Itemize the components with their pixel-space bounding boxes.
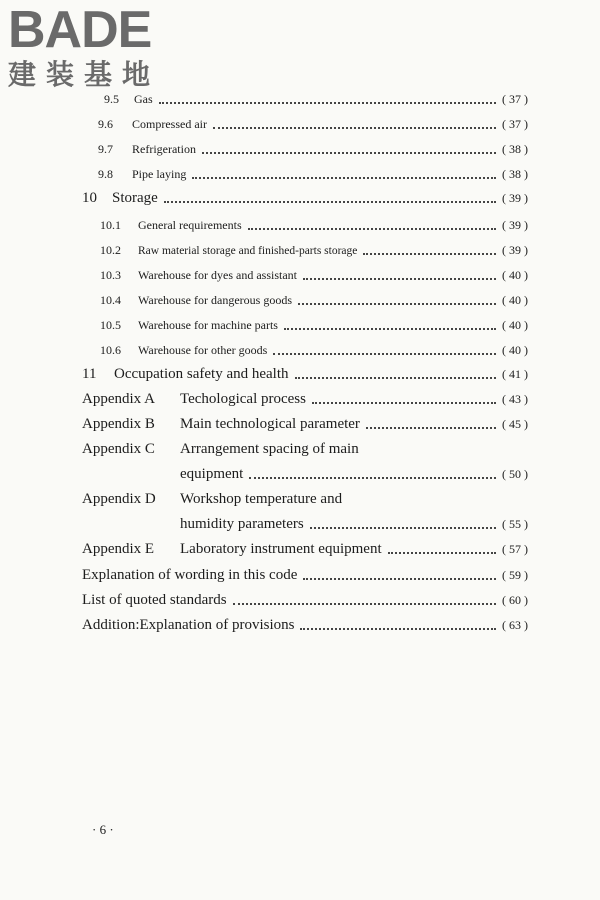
- toc-entry-number: 10.2: [100, 243, 121, 257]
- dot-leader: [273, 353, 496, 355]
- dot-leader: [233, 603, 496, 605]
- toc-entry-number: 9.5: [104, 92, 119, 106]
- toc-entry: [100, 318, 528, 333]
- toc-entry: [100, 243, 528, 258]
- toc-entry-title: Pipe laying: [132, 167, 187, 181]
- toc-entry-title: Gas: [134, 92, 153, 106]
- toc-entry-title: Workshop temperature and: [180, 491, 343, 507]
- toc-entry: [82, 366, 528, 383]
- toc-entry-title: Laboratory instrument equipment: [180, 541, 382, 557]
- toc-entry: [98, 167, 528, 182]
- toc-entry: [82, 567, 528, 584]
- toc-entry-number: 11: [82, 366, 97, 382]
- toc-entry-title: Warehouse for machine parts: [138, 318, 278, 332]
- toc-entry-page: ( 43 ): [502, 392, 528, 406]
- toc-entry: [82, 441, 359, 458]
- dot-leader: [192, 177, 496, 179]
- toc-entry-page: ( 37 ): [502, 117, 528, 131]
- toc-entry-page: ( 40 ): [502, 268, 528, 282]
- toc-entry-number: 10.5: [100, 318, 121, 332]
- toc-entry-title-continued: equipment: [180, 466, 244, 482]
- dot-leader: [363, 253, 496, 255]
- dot-leader: [248, 228, 496, 230]
- toc-entry-continuation: [180, 466, 528, 483]
- bade-logo: [8, 1, 183, 91]
- toc-entry-title: Warehouse for dangerous goods: [138, 293, 292, 307]
- toc-entry-page: ( 50 ): [502, 467, 528, 481]
- logo-wordmark: BADE: [8, 1, 152, 59]
- toc-entry-number: Appendix D: [82, 491, 156, 507]
- toc-entry-number: 9.8: [98, 167, 113, 181]
- toc-entry-number: Appendix C: [82, 441, 155, 457]
- dot-leader: [159, 102, 496, 104]
- dot-leader: [295, 377, 496, 379]
- toc-entry-title: Warehouse for other goods: [138, 343, 268, 357]
- toc-entry-page: ( 55 ): [502, 517, 528, 531]
- toc-entry-number: 10.4: [100, 293, 121, 307]
- toc-entry-page: ( 57 ): [502, 542, 528, 556]
- toc-entry: [100, 293, 528, 308]
- toc-entry: [82, 541, 528, 558]
- dot-leader: [303, 578, 496, 580]
- toc-entry-title: Explanation of wording in this code: [82, 567, 298, 583]
- toc-entry: [100, 268, 528, 283]
- toc-entry-title: Addition:Explanation of provisions: [82, 617, 295, 633]
- toc-entry-continuation: [180, 516, 528, 533]
- toc-entry-page: ( 40 ): [502, 343, 528, 357]
- toc-entry-page: ( 59 ): [502, 568, 528, 582]
- toc-entry: [82, 391, 528, 408]
- toc-entry: [104, 92, 528, 107]
- toc-entry-title: Storage: [112, 190, 158, 206]
- toc-entry: [100, 343, 528, 358]
- toc-entry-title: Refrigeration: [132, 142, 196, 156]
- toc-entry: [98, 142, 528, 157]
- toc-entry-title-continued: humidity parameters: [180, 516, 304, 532]
- logo-subtitle: 建装基地: [8, 58, 161, 91]
- toc-entry: [100, 218, 528, 233]
- toc-entry-number: 10.1: [100, 218, 121, 232]
- toc-entry-page: ( 38 ): [502, 142, 528, 156]
- toc-entry-number: 10.3: [100, 268, 121, 282]
- dot-leader: [310, 527, 496, 529]
- toc-entry-title: Techological process: [180, 391, 306, 407]
- toc-entry: [82, 491, 342, 508]
- toc-entry: [82, 416, 528, 433]
- dot-leader: [202, 152, 496, 154]
- dot-leader: [366, 427, 496, 429]
- page-number: · 6 ·: [92, 822, 114, 837]
- dot-leader: [213, 127, 496, 129]
- toc-entry-number: 10: [82, 190, 97, 206]
- dot-leader: [298, 303, 496, 305]
- toc-entry-number: 10.6: [100, 343, 121, 357]
- toc-entry-number: Appendix E: [82, 541, 155, 557]
- toc-entry-page: ( 40 ): [502, 293, 528, 307]
- toc-entry-title: General requirements: [138, 218, 242, 232]
- dot-leader: [312, 402, 496, 404]
- toc-entry-title: Compressed air: [132, 117, 207, 131]
- toc-entry-number: Appendix A: [82, 391, 155, 407]
- toc-entry-page: ( 63 ): [502, 618, 528, 632]
- dot-leader: [249, 477, 496, 479]
- toc-entry-page: ( 37 ): [502, 92, 528, 106]
- toc-entry-page: ( 60 ): [502, 593, 528, 607]
- toc-entry-page: ( 38 ): [502, 167, 528, 181]
- toc-entry-page: ( 39 ): [502, 191, 528, 205]
- toc-entry-title: Warehouse for dyes and assistant: [138, 268, 297, 282]
- toc-entry: [82, 617, 528, 634]
- dot-leader: [303, 278, 496, 280]
- toc-entry: [98, 117, 528, 132]
- toc-entry-page: ( 45 ): [502, 417, 528, 431]
- dot-leader: [284, 328, 496, 330]
- toc-entry: [82, 592, 528, 609]
- toc-entry-page: ( 39 ): [502, 218, 528, 232]
- dot-leader: [300, 628, 496, 630]
- toc-entry-title: Main technological parameter: [180, 416, 360, 432]
- toc-entry-title: Occupation safety and health: [114, 366, 289, 382]
- toc-entry-page: ( 41 ): [502, 367, 528, 381]
- toc-entry-title: Arrangement spacing of main: [180, 441, 359, 457]
- dot-leader: [388, 552, 496, 554]
- toc-entry-title: List of quoted standards: [82, 592, 227, 608]
- toc-entry-number: Appendix B: [82, 416, 155, 432]
- toc-entry: [82, 190, 528, 207]
- toc-entry-number: 9.7: [98, 142, 113, 156]
- toc-entry-number: 9.6: [98, 117, 113, 131]
- toc-entry-page: ( 40 ): [502, 318, 528, 332]
- toc-entry-title: Raw material storage and finished-parts storage: [138, 245, 358, 257]
- toc-entry-page: ( 39 ): [502, 243, 528, 257]
- dot-leader: [164, 201, 496, 203]
